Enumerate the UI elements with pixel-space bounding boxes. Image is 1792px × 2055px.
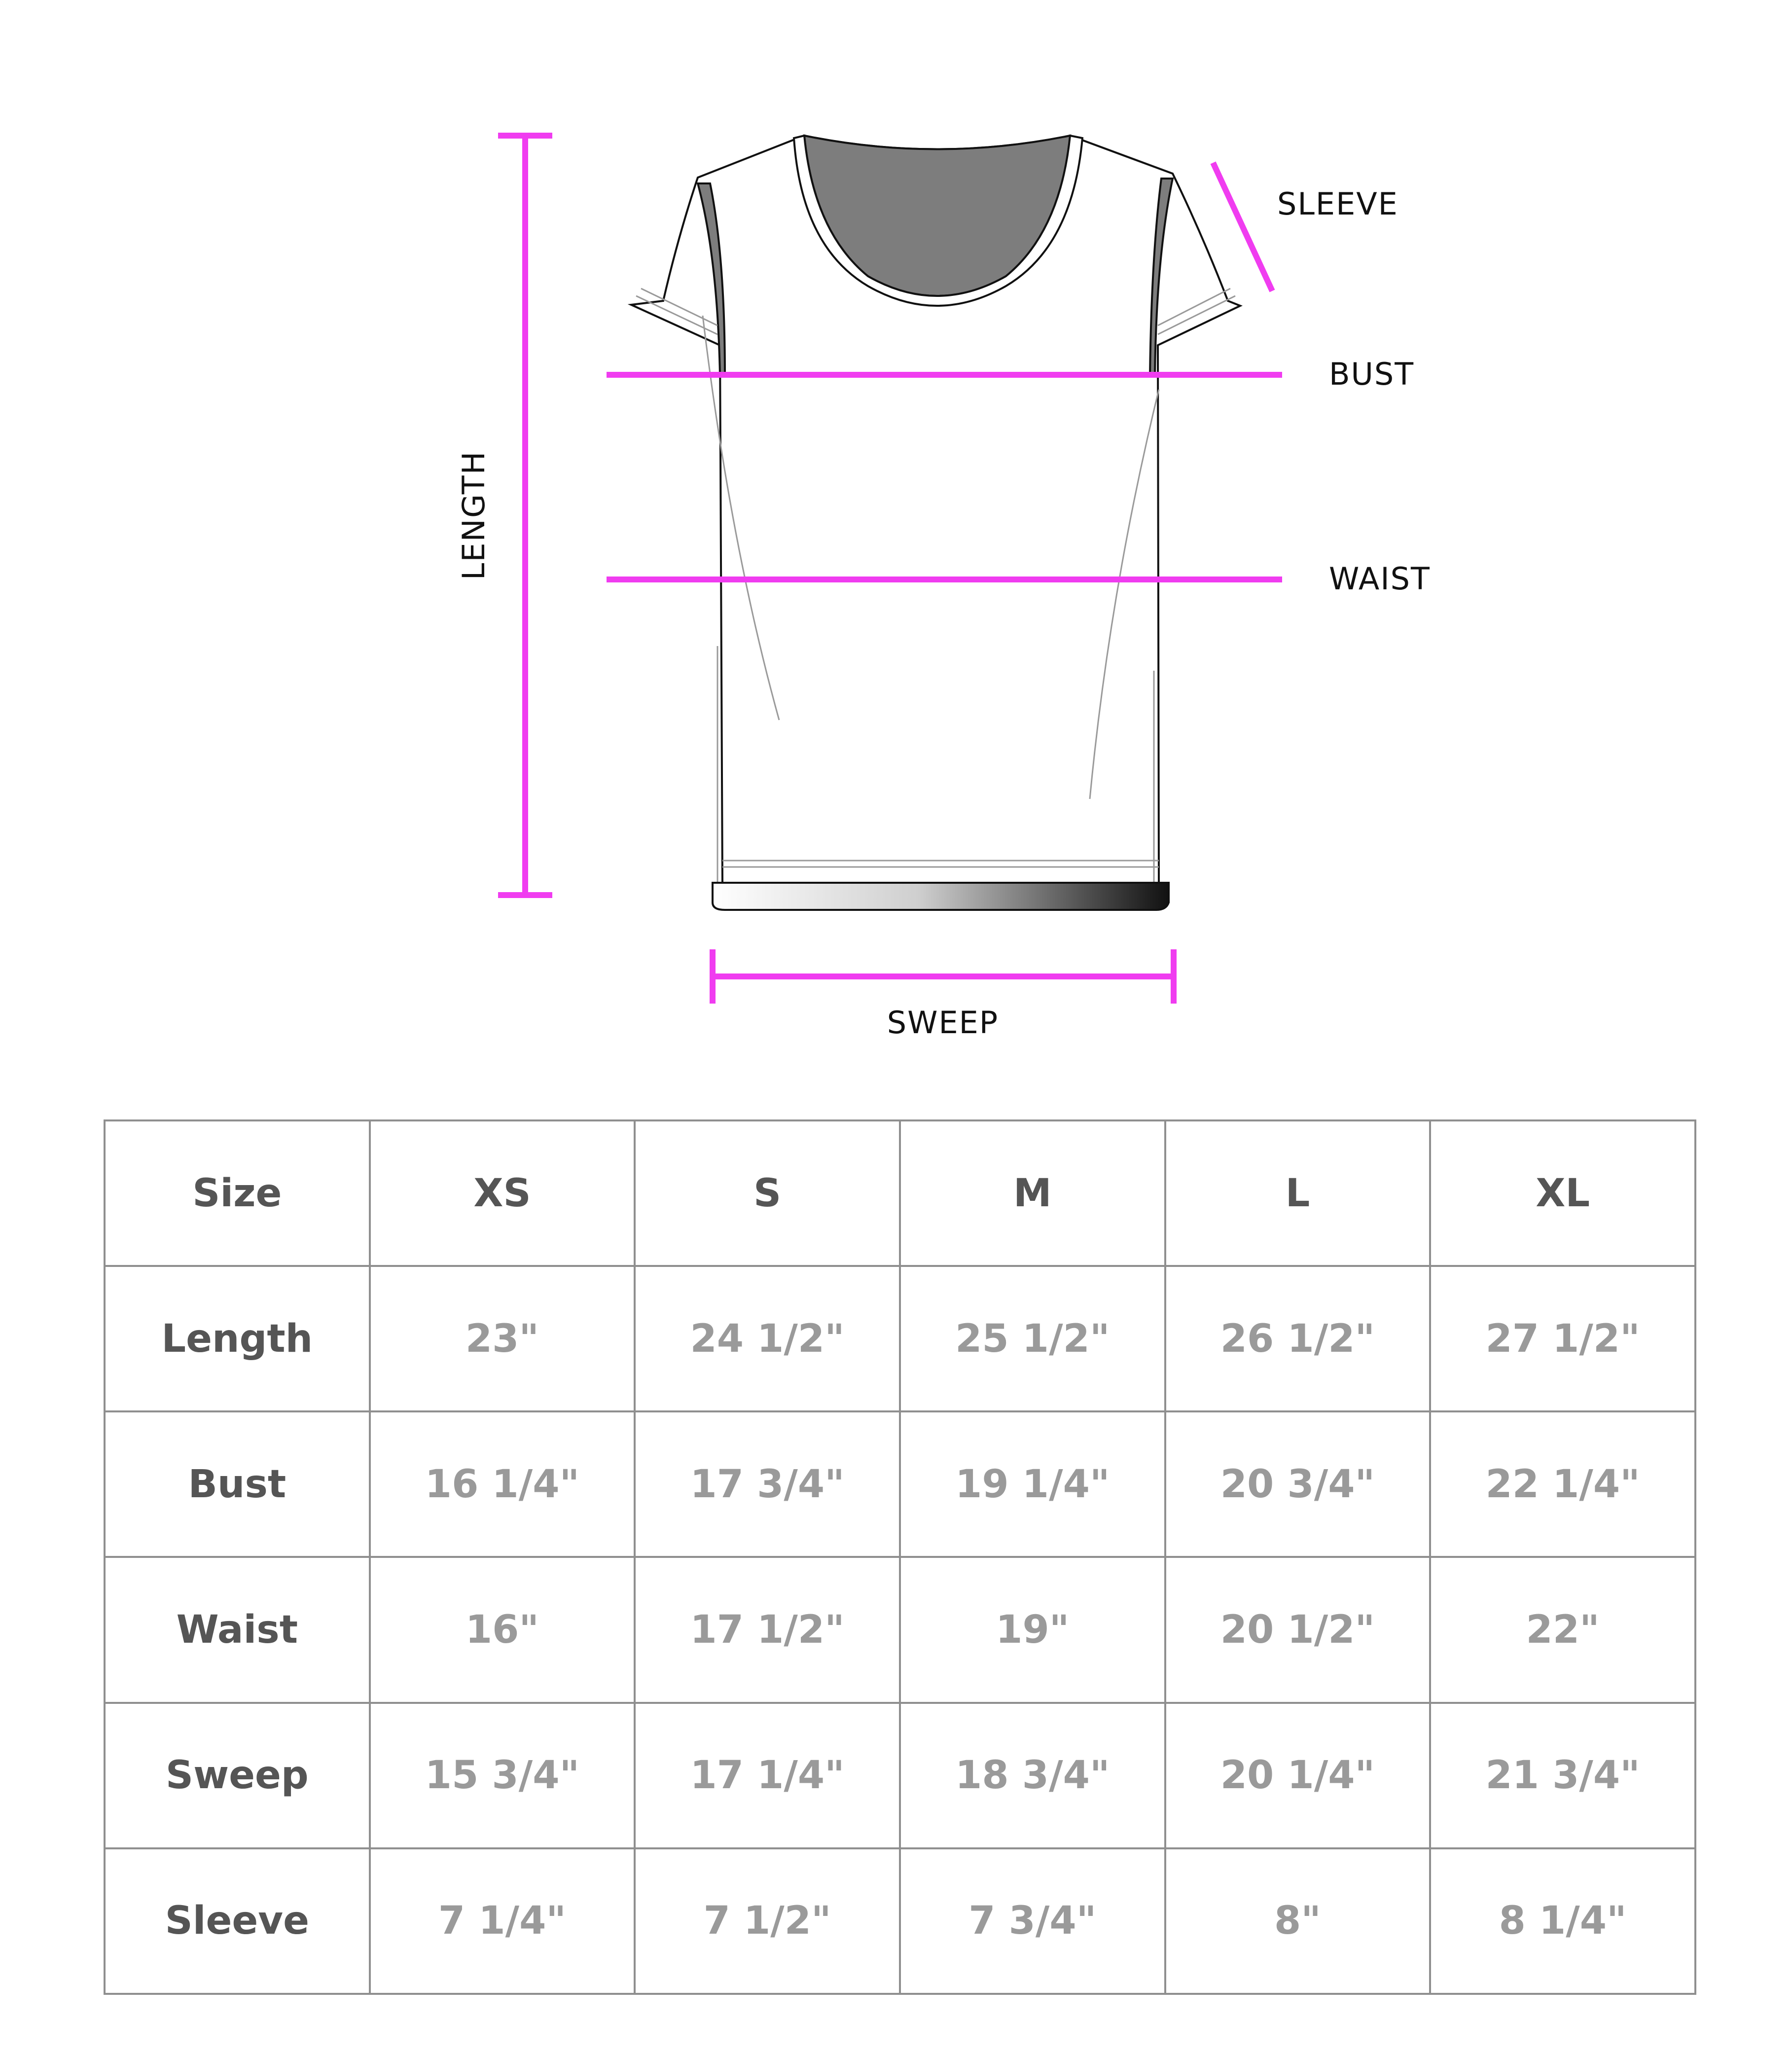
table-row-bust bbox=[105, 1411, 1695, 1557]
table-row-length bbox=[105, 1266, 1695, 1411]
value-cell: 18 3/4" bbox=[900, 1703, 1165, 1848]
value-cell: 22 1/4" bbox=[1430, 1411, 1695, 1557]
waist-label: WAIST bbox=[1329, 561, 1431, 597]
table-row-waist bbox=[105, 1557, 1695, 1702]
header-cell-size: Size bbox=[105, 1120, 370, 1266]
value-cell: 16 1/4" bbox=[370, 1411, 635, 1557]
header-cell-s: S bbox=[635, 1120, 900, 1266]
row-label-length: Length bbox=[105, 1266, 370, 1411]
table-row-sweep bbox=[105, 1703, 1695, 1848]
value-cell: 19 1/4" bbox=[900, 1411, 1165, 1557]
size-chart-body bbox=[105, 1120, 1695, 1994]
value-cell: 22" bbox=[1430, 1557, 1695, 1702]
row-label-sweep: Sweep bbox=[105, 1703, 370, 1848]
hem-band bbox=[713, 883, 1169, 910]
sleeve-line bbox=[1213, 163, 1272, 291]
value-cell: 23" bbox=[370, 1266, 635, 1411]
header-cell-m: M bbox=[900, 1120, 1165, 1266]
tshirt-drawing bbox=[631, 136, 1240, 910]
length-label: LENGTH bbox=[456, 450, 492, 580]
value-cell: 25 1/2" bbox=[900, 1266, 1165, 1411]
value-cell: 19" bbox=[900, 1557, 1165, 1702]
value-cell: 21 3/4" bbox=[1430, 1703, 1695, 1848]
value-cell: 17 1/2" bbox=[635, 1557, 900, 1702]
bust-label: BUST bbox=[1329, 356, 1415, 392]
header-cell-xl: XL bbox=[1430, 1120, 1695, 1266]
value-cell: 7 3/4" bbox=[900, 1848, 1165, 1994]
value-cell: 27 1/2" bbox=[1430, 1266, 1695, 1411]
table-header-row bbox=[105, 1120, 1695, 1266]
header-cell-l: L bbox=[1165, 1120, 1431, 1266]
value-cell: 26 1/2" bbox=[1165, 1266, 1431, 1411]
value-cell: 16" bbox=[370, 1557, 635, 1702]
value-cell: 7 1/4" bbox=[370, 1848, 635, 1994]
table-row-sleeve bbox=[105, 1848, 1695, 1994]
row-label-waist: Waist bbox=[105, 1557, 370, 1702]
sweep-label: SWEEP bbox=[887, 1005, 999, 1041]
value-cell: 7 1/2" bbox=[635, 1848, 900, 1994]
size-chart-table bbox=[104, 1119, 1696, 1995]
header-cell-xs: XS bbox=[370, 1120, 635, 1266]
value-cell: 17 3/4" bbox=[635, 1411, 900, 1557]
row-label-bust: Bust bbox=[105, 1411, 370, 1557]
value-cell: 15 3/4" bbox=[370, 1703, 635, 1848]
value-cell: 20 1/4" bbox=[1165, 1703, 1431, 1848]
value-cell: 24 1/2" bbox=[635, 1266, 900, 1411]
value-cell: 20 3/4" bbox=[1165, 1411, 1431, 1557]
value-cell: 8" bbox=[1165, 1848, 1431, 1994]
value-cell: 20 1/2" bbox=[1165, 1557, 1431, 1702]
row-label-sleeve: Sleeve bbox=[105, 1848, 370, 1994]
value-cell: 8 1/4" bbox=[1430, 1848, 1695, 1994]
value-cell: 17 1/4" bbox=[635, 1703, 900, 1848]
sleeve-label: SLEEVE bbox=[1277, 186, 1398, 222]
